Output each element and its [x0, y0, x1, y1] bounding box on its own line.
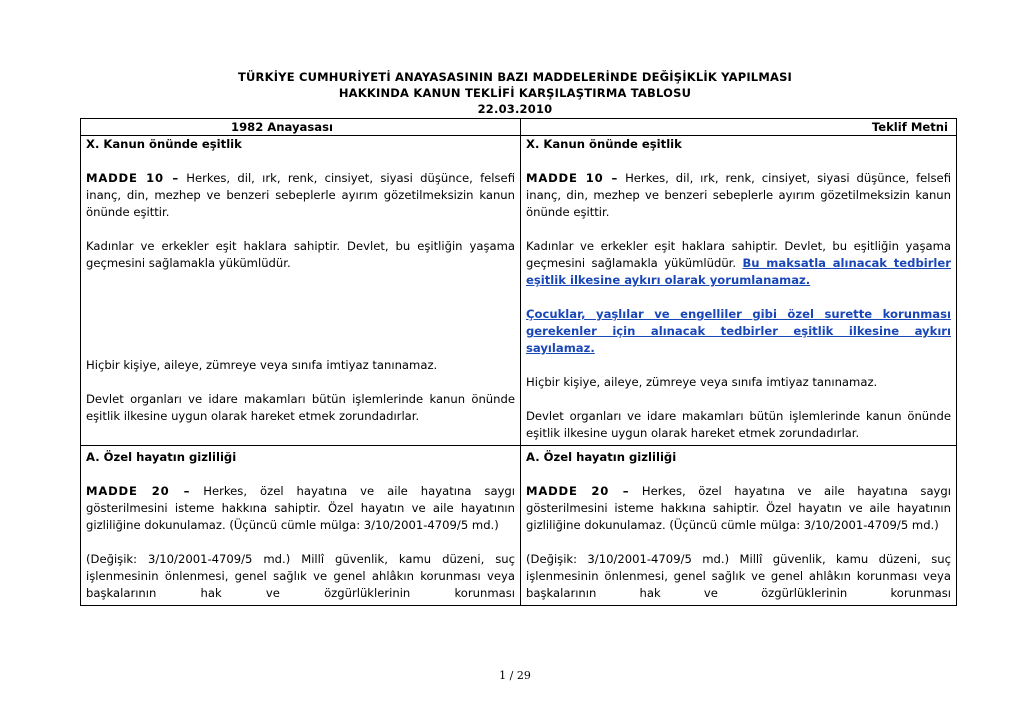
article-paragraph	[86, 483, 515, 534]
article-text: Herkes, özel hayatına ve aile hayatına saygı gösterilmesini isteme hakkına sahiptir. Özel hayatın ve aile hayatının gizliliğine dokunulamaz. (Üçüncü cümle mülga: 3/10/2001-4709/5 md.)	[526, 484, 951, 532]
paragraph-equality	[526, 238, 951, 289]
paragraph-amended: (Değişik: 3/10/2001-4709/5 md.) Millî güvenlik, kamu düzeni, suç işlenmesinin önlenmesi, genel sağlık ve genel ahlâkın korunması veya başkalarının hak ve özgürlüklerinin korunması	[526, 552, 951, 600]
document-title-line-2: HAKKINDA KANUN TEKLİFİ KARŞILAŞTIRMA TABLOSU	[338, 86, 692, 100]
column-header-1982-constitution: 1982 Anayasası	[81, 119, 521, 136]
section-title: A. Özel hayatın gizliliği	[86, 450, 237, 464]
cell-left-article-20	[81, 446, 521, 606]
paragraph-state-organs: Devlet organları ve idare makamları bütün işlemlerinde kanun önünde eşitlik ilkesine uygun olarak hareket etmek zorundadırlar.	[526, 409, 951, 440]
added-text: Bu maksatla alınacak tedbirler eşitlik ilkesine aykırı olarak yorumlanamaz.	[526, 256, 951, 287]
article-label: MADDE 10 –	[526, 171, 619, 185]
article-text: Herkes, özel hayatına ve aile hayatına saygı gösterilmesini isteme hakkına sahiptir. Özel hayatın ve aile hayatının gizliliğine dokunulamaz. (Üçüncü cümle mülga: 3/10/2001-4709/5 md.)	[86, 484, 515, 532]
page-number: 1 / 29	[499, 669, 531, 682]
paragraph-privilege: Hiçbir kişiye, aileye, zümreye veya sınıfa imtiyaz tanınamaz.	[86, 358, 438, 372]
paragraph-state-organs: Devlet organları ve idare makamları bütün işlemlerinde kanun önünde eşitlik ilkesine uygun olarak hareket etmek zorundadırlar.	[86, 392, 515, 423]
cell-right-article-10	[521, 136, 957, 446]
article-text: Herkes, dil, ırk, renk, cinsiyet, siyasi düşünce, felsefi inanç, din, mezhep ve benzeri sebeplerle ayırım gözetilmeksizin kanun önünde eşittir.	[526, 171, 951, 219]
article-label: MADDE 20 –	[86, 484, 191, 498]
column-header-proposal-text: Teklif Metni	[521, 119, 957, 136]
table-row-article-10	[81, 136, 957, 446]
comparison-table	[80, 118, 957, 606]
document-date: 22.03.2010	[477, 102, 553, 116]
table-row-article-20	[81, 446, 957, 606]
article-paragraph	[526, 483, 951, 534]
section-title: A. Özel hayatın gizliliği	[526, 450, 677, 464]
section-title: X. Kanun önünde eşitlik	[526, 137, 682, 151]
article-label: MADDE 10 –	[86, 171, 179, 185]
section-title: X. Kanun önünde eşitlik	[86, 137, 242, 151]
article-paragraph	[526, 170, 951, 221]
article-label: MADDE 20 –	[526, 484, 630, 498]
paragraph-privilege: Hiçbir kişiye, aileye, zümreye veya sınıfa imtiyaz tanınamaz.	[526, 375, 878, 389]
cell-right-article-20	[521, 446, 957, 606]
table-header-row	[81, 119, 957, 136]
paragraph-equality: Kadınlar ve erkekler eşit haklara sahiptir. Devlet, bu eşitliğin yaşama geçmesini sağlamakla yükümlüdür.	[86, 239, 515, 270]
paragraph-added-protection: Çocuklar, yaşlılar ve engelliler gibi özel surette korunması gerekenler için alınacak tedbirler eşitlik ilkesine aykırı sayılamaz.	[526, 307, 951, 355]
article-paragraph	[86, 170, 515, 221]
cell-left-article-10	[81, 136, 521, 446]
document-title-line-1: TÜRKİYE CUMHURİYETİ ANAYASASININ BAZI MADDELERİNDE DEĞİŞİKLİK YAPILMASI	[237, 70, 793, 84]
paragraph-amended: (Değişik: 3/10/2001-4709/5 md.) Millî güvenlik, kamu düzeni, suç işlenmesinin önlenmesi, genel sağlık ve genel ahlâkın korunması veya başkalarının hak ve özgürlüklerinin korunması	[86, 552, 515, 600]
equality-text: Kadınlar ve erkekler eşit haklara sahiptir. Devlet, bu eşitliğin yaşama geçmesini sağlamakla yükümlüdür.	[526, 239, 951, 270]
article-text: Herkes, dil, ırk, renk, cinsiyet, siyasi düşünce, felsefi inanç, din, mezhep ve benzeri sebeplerle ayırım gözetilmeksizin kanun önünde eşittir.	[86, 171, 515, 219]
